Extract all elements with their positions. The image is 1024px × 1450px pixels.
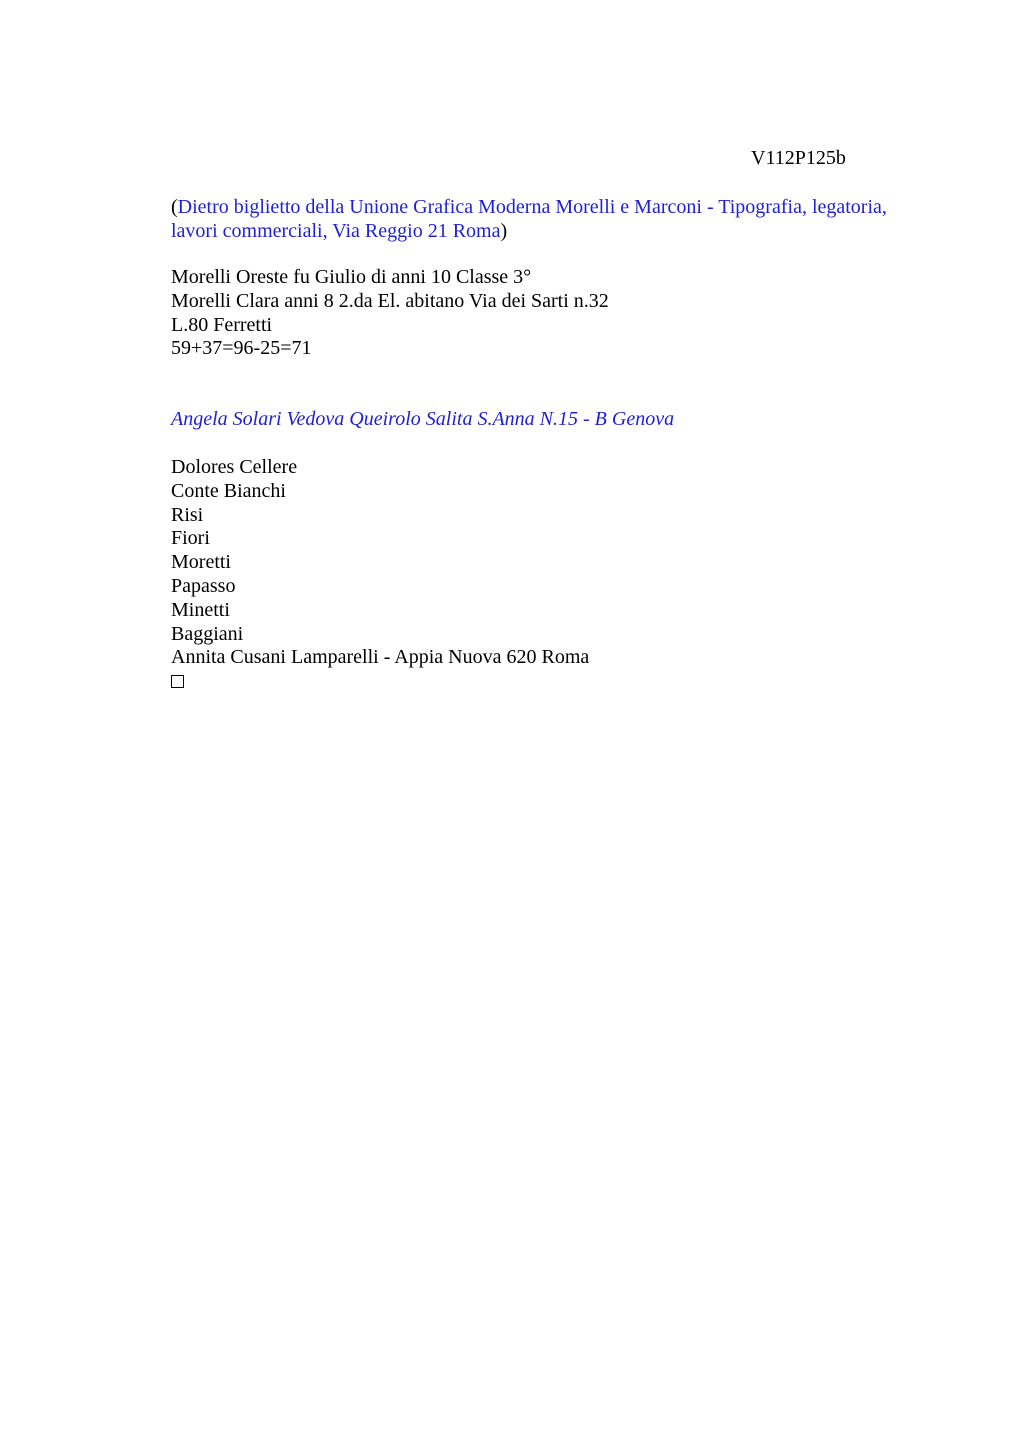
names-list [171,455,931,693]
name-item: Dolores Cellere [171,456,298,478]
header-note [171,195,931,243]
note-line: 59+37=96-25=71 [171,337,312,360]
header-note-text: Dietro biglietto della Unione Grafica Moderna Morelli e Marconi - Tipografia, legatoria, lavori commerciali, Via Reggio 21 Roma [171,196,887,242]
note-line: L.80 Ferretti [171,313,273,336]
name-item: Moretti [171,551,231,574]
name-item: Fiori [171,527,210,550]
name-item: Papasso [171,574,236,597]
name-item: Minetti [171,598,230,621]
name-item: Risi [171,503,204,526]
reference-code: V112P125b [751,147,846,169]
name-item: Conte Bianchi [171,479,286,502]
header-note-open-paren: ( [171,196,178,218]
name-item: Baggiani [171,622,244,645]
header-note-close-paren: ) [500,220,508,242]
name-item: Annita Cusani Lamparelli - Appia Nuova 620 Roma [171,646,590,669]
end-marker-line [171,669,931,693]
address-line: Angela Solari Vedova Queirolo Salita S.Anna N.15 - B Genova [171,408,675,430]
square-outline-icon [171,675,184,688]
note-line: Morelli Clara anni 8 2.da El. abitano Via dei Sarti n.32 [171,289,609,312]
note-line: Morelli Oreste fu Giulio di anni 10 Classe 3° [171,266,532,288]
notes-block [171,265,931,360]
